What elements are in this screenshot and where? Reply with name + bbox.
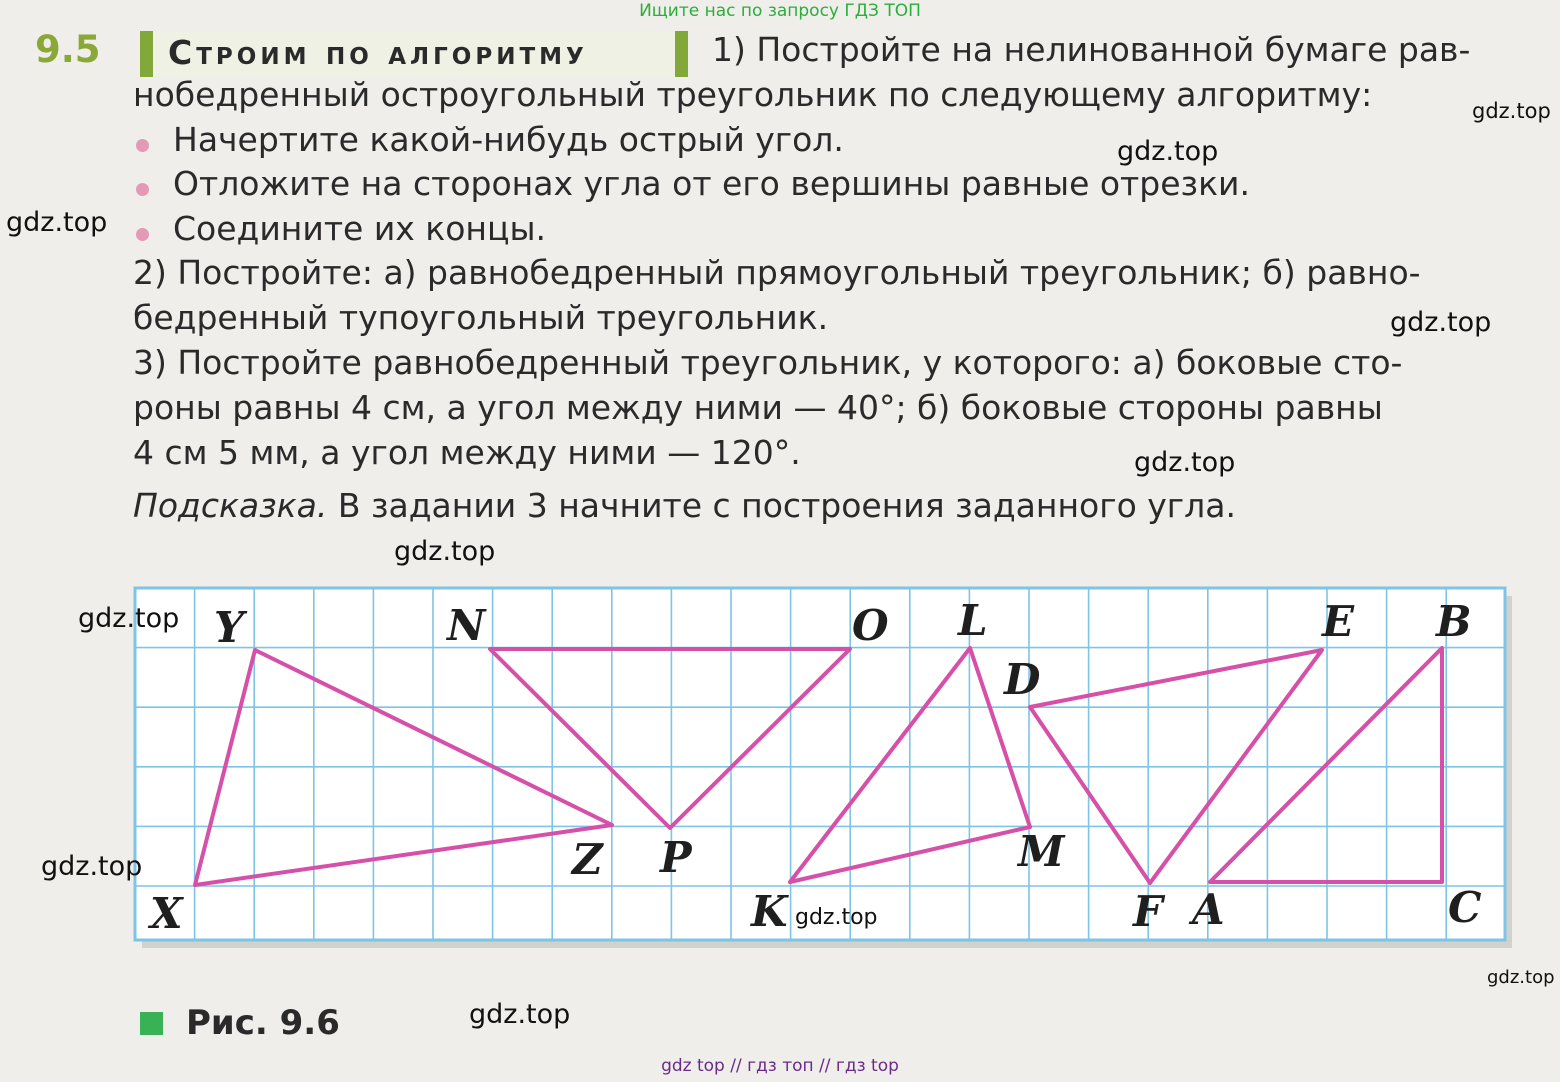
- task-number: 9.5: [35, 28, 101, 71]
- watermark: gdz.top: [41, 851, 143, 882]
- vertex-label-n: N: [447, 601, 486, 650]
- vertex-label-m: M: [1018, 827, 1065, 876]
- watermark: gdz.top: [1487, 967, 1555, 988]
- text-line-1: 1) Постройте на нелинованной бумаге рав-: [712, 30, 1471, 69]
- vertex-label-o: O: [852, 601, 889, 650]
- watermark: gdz.top: [394, 536, 496, 567]
- vertex-label-l: L: [958, 596, 988, 645]
- text-line-6: 2) Постройте: а) равнобедренный прямоугольный треугольник; б) равно-: [133, 253, 1421, 292]
- vertex-label-d: D: [1004, 655, 1041, 704]
- text-line-10: 4 см 5 мм, а угол между ними — 120°.: [133, 433, 801, 472]
- vertex-label-e: E: [1322, 597, 1355, 646]
- text-line-9: роны равны 4 см, а угол между ними — 40°; б) боковые стороны равны: [133, 388, 1383, 427]
- watermark: gdz.top: [6, 207, 108, 238]
- watermark: gdz.top: [1390, 307, 1492, 338]
- figure-caption: Рис. 9.6: [186, 1003, 340, 1043]
- hint-text: В задании 3 начните с построения заданного угла.: [337, 486, 1236, 525]
- watermark: gdz.top: [1472, 99, 1551, 123]
- hint-label: Подсказка.: [133, 486, 328, 525]
- step-1: Начертите какой-нибудь острый угол.: [173, 120, 844, 159]
- text-line-8: 3) Постройте равнобедренный треугольник, у которого: а) боковые сто-: [133, 343, 1403, 382]
- vertex-label-b: B: [1436, 597, 1472, 646]
- step-2: Отложите на сторонах угла от его вершины равные отрезки.: [173, 164, 1250, 203]
- vertex-label-x: X: [150, 889, 183, 938]
- vertex-label-c: C: [1448, 883, 1482, 932]
- top-banner: Ищите нас по запросу ГДЗ ТОП: [639, 1, 921, 21]
- step-3: Соедините их концы.: [173, 209, 547, 248]
- footer: gdz top // гдз топ // гдз top: [661, 1056, 899, 1076]
- watermark: gdz.top: [1117, 136, 1219, 167]
- watermark: gdz.top: [795, 905, 878, 930]
- heading-title: Строим по алгоритму: [168, 33, 588, 72]
- text-line-7: бедренный тупоугольный треугольник.: [133, 298, 829, 337]
- watermark: gdz.top: [78, 603, 180, 634]
- vertex-label-k: K: [751, 887, 788, 936]
- vertex-label-y: Y: [214, 603, 244, 652]
- watermark: gdz.top: [469, 999, 571, 1030]
- grid-background: [135, 588, 1505, 940]
- watermark: gdz.top: [1134, 447, 1236, 478]
- vertex-label-z: Z: [572, 835, 603, 884]
- vertex-label-p: P: [660, 833, 692, 882]
- vertex-label-f: F: [1133, 887, 1163, 936]
- caption-square-icon: [140, 1012, 163, 1035]
- vertex-label-a: A: [1192, 885, 1225, 934]
- text-line-2: нобедренный остроугольный треугольник по следующему алгоритму:: [133, 75, 1373, 114]
